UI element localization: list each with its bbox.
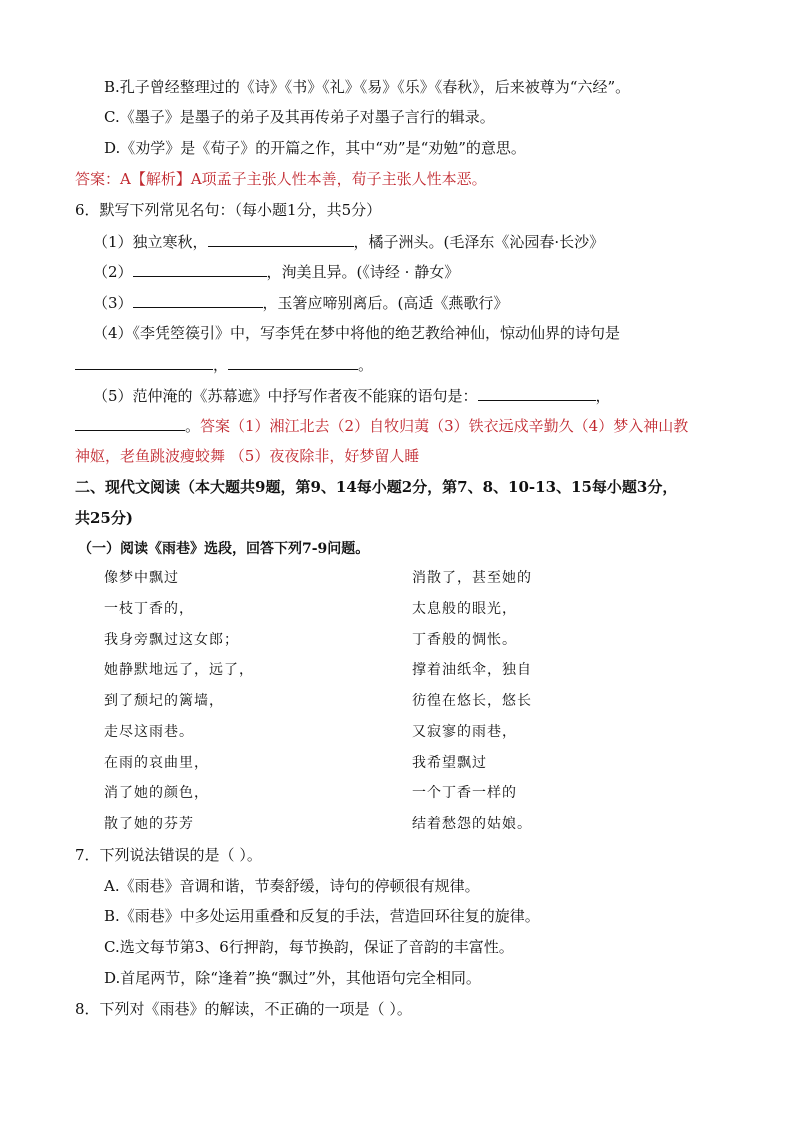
poem-line: 像梦中飘过 bbox=[104, 570, 179, 586]
q6-answer-part1: 答案（1）湘江北去（2）自牧归荑（3）铁衣远戍辛勤久（4）梦入神山教 bbox=[200, 417, 689, 435]
q6-item-3-pre: （3） bbox=[93, 294, 133, 312]
q6-blank-4b[interactable] bbox=[228, 354, 358, 370]
q6-blank-1[interactable] bbox=[208, 231, 354, 247]
poem-line: 一个丁香一样的 bbox=[412, 785, 517, 801]
q6-item-3 bbox=[93, 292, 508, 313]
q6-item-1-post: ，橘子洲头。(毛泽东《沁园春·长沙》 bbox=[353, 233, 605, 251]
q7-option-a: A.《雨巷》音调和谐，节奏舒缓，诗句的停顿很有规律。 bbox=[104, 877, 480, 895]
q6-item-5-cont bbox=[75, 415, 688, 436]
q6-blank-4a[interactable] bbox=[75, 354, 213, 370]
q6-item-2-pre: （2） bbox=[93, 263, 133, 281]
poem-line: 一枝丁香的， bbox=[104, 601, 194, 617]
q6-blank-2[interactable] bbox=[133, 261, 267, 277]
poem-line: 到了颓圮的篱墙， bbox=[104, 693, 224, 709]
q6-item-5-end: 。 bbox=[185, 417, 201, 435]
q5-option-b: B.孔子曾经整理过的《诗》《书》《礼》《易》《乐》《春秋》，后来被尊为“六经”。 bbox=[104, 78, 631, 96]
poem-line: 消了她的颜色， bbox=[104, 785, 209, 801]
q6-blank-5b[interactable] bbox=[75, 415, 185, 431]
passage1-title: （一）阅读《雨巷》选段，回答下列7-9问题。 bbox=[78, 541, 370, 557]
q8-title: 8．下列对《雨巷》的解读，不正确的一项是（ ）。 bbox=[75, 1000, 412, 1018]
section2-title-line2: 共25分) bbox=[75, 509, 133, 527]
q6-item-5-comma: ， bbox=[595, 387, 611, 405]
q6-item-4-end: 。 bbox=[358, 356, 374, 374]
poem-line: 她静默地远了，远了， bbox=[104, 662, 254, 678]
poem-line: 走尽这雨巷。 bbox=[104, 724, 194, 740]
q6-item-1-pre: （1）独立寒秋， bbox=[93, 233, 208, 251]
q6-item-5-text: （5）范仲淹的《苏幕遮》中抒写作者夜不能寐的语句是： bbox=[93, 387, 478, 405]
poem-line: 撑着油纸伞，独自 bbox=[412, 662, 532, 678]
q7-option-d: D.首尾两节，除“逢着”换“飘过”外，其他语句完全相同。 bbox=[104, 969, 481, 987]
poem-line: 彷徨在悠长，悠长 bbox=[412, 693, 532, 709]
q6-item-3-post: ，玉箸应啼别离后。(高适《燕歌行》 bbox=[262, 294, 509, 312]
poem-line: 散了她的芬芳 bbox=[104, 816, 194, 832]
q7-option-b: B.《雨巷》中多处运用重叠和反复的手法，营造回环往复的旋律。 bbox=[104, 907, 540, 925]
poem-line: 消散了，甚至她的 bbox=[412, 570, 532, 586]
q6-item-5 bbox=[93, 385, 611, 406]
q5-option-d: D.《劝学》是《荀子》的开篇之作，其中“劝”是“劝勉”的意思。 bbox=[104, 139, 526, 157]
q6-item-2 bbox=[93, 261, 459, 282]
poem-line: 又寂寥的雨巷， bbox=[412, 724, 517, 740]
q6-item-2-post: ，洵美且异。(《诗经 · 静女》 bbox=[266, 263, 460, 281]
poem-line: 我身旁飘过这女郎； bbox=[104, 632, 239, 648]
q5-option-c: C.《墨子》是墨子的弟子及其再传弟子对墨子言行的辑录。 bbox=[104, 108, 495, 126]
q6-item-4-blanks bbox=[75, 354, 373, 375]
q5-answer: 答案：A【解析】A项孟子主张人性本善，荀子主张人性本恶。 bbox=[75, 170, 487, 188]
q7-title: 7．下列说法错误的是（ ）。 bbox=[75, 846, 262, 864]
q6-item-1 bbox=[93, 231, 604, 252]
poem-line: 丁香般的惆怅。 bbox=[412, 632, 517, 648]
poem-line: 太息般的眼光， bbox=[412, 601, 517, 617]
poem-line: 结着愁怨的姑娘。 bbox=[412, 816, 532, 832]
q6-blank-3[interactable] bbox=[133, 292, 263, 308]
poem-line: 在雨的哀曲里， bbox=[104, 755, 209, 771]
q6-item-4: （4）《李凭箜篌引》中，写李凭在梦中将他的绝艺教给神仙，惊动仙界的诗句是 bbox=[93, 324, 621, 342]
q6-title: 6．默写下列常见名句：（每小题1分，共5分） bbox=[75, 201, 382, 219]
section2-title-line1: 二、现代文阅读（本大题共9题，第9、14每小题2分，第7、8、10-13、15每小题3分， bbox=[75, 478, 678, 496]
poem-line: 我希望飘过 bbox=[412, 755, 487, 771]
q7-option-c: C.选文每节第3、6行押韵，每节换韵，保证了音韵的丰富性。 bbox=[104, 938, 514, 956]
q6-blank-5a[interactable] bbox=[478, 385, 596, 401]
q6-item-4-mid: ， bbox=[213, 356, 229, 374]
q6-answer-part2: 神妪，老鱼跳波瘦蛟舞 （5）夜夜除非，好梦留人睡 bbox=[75, 447, 420, 465]
